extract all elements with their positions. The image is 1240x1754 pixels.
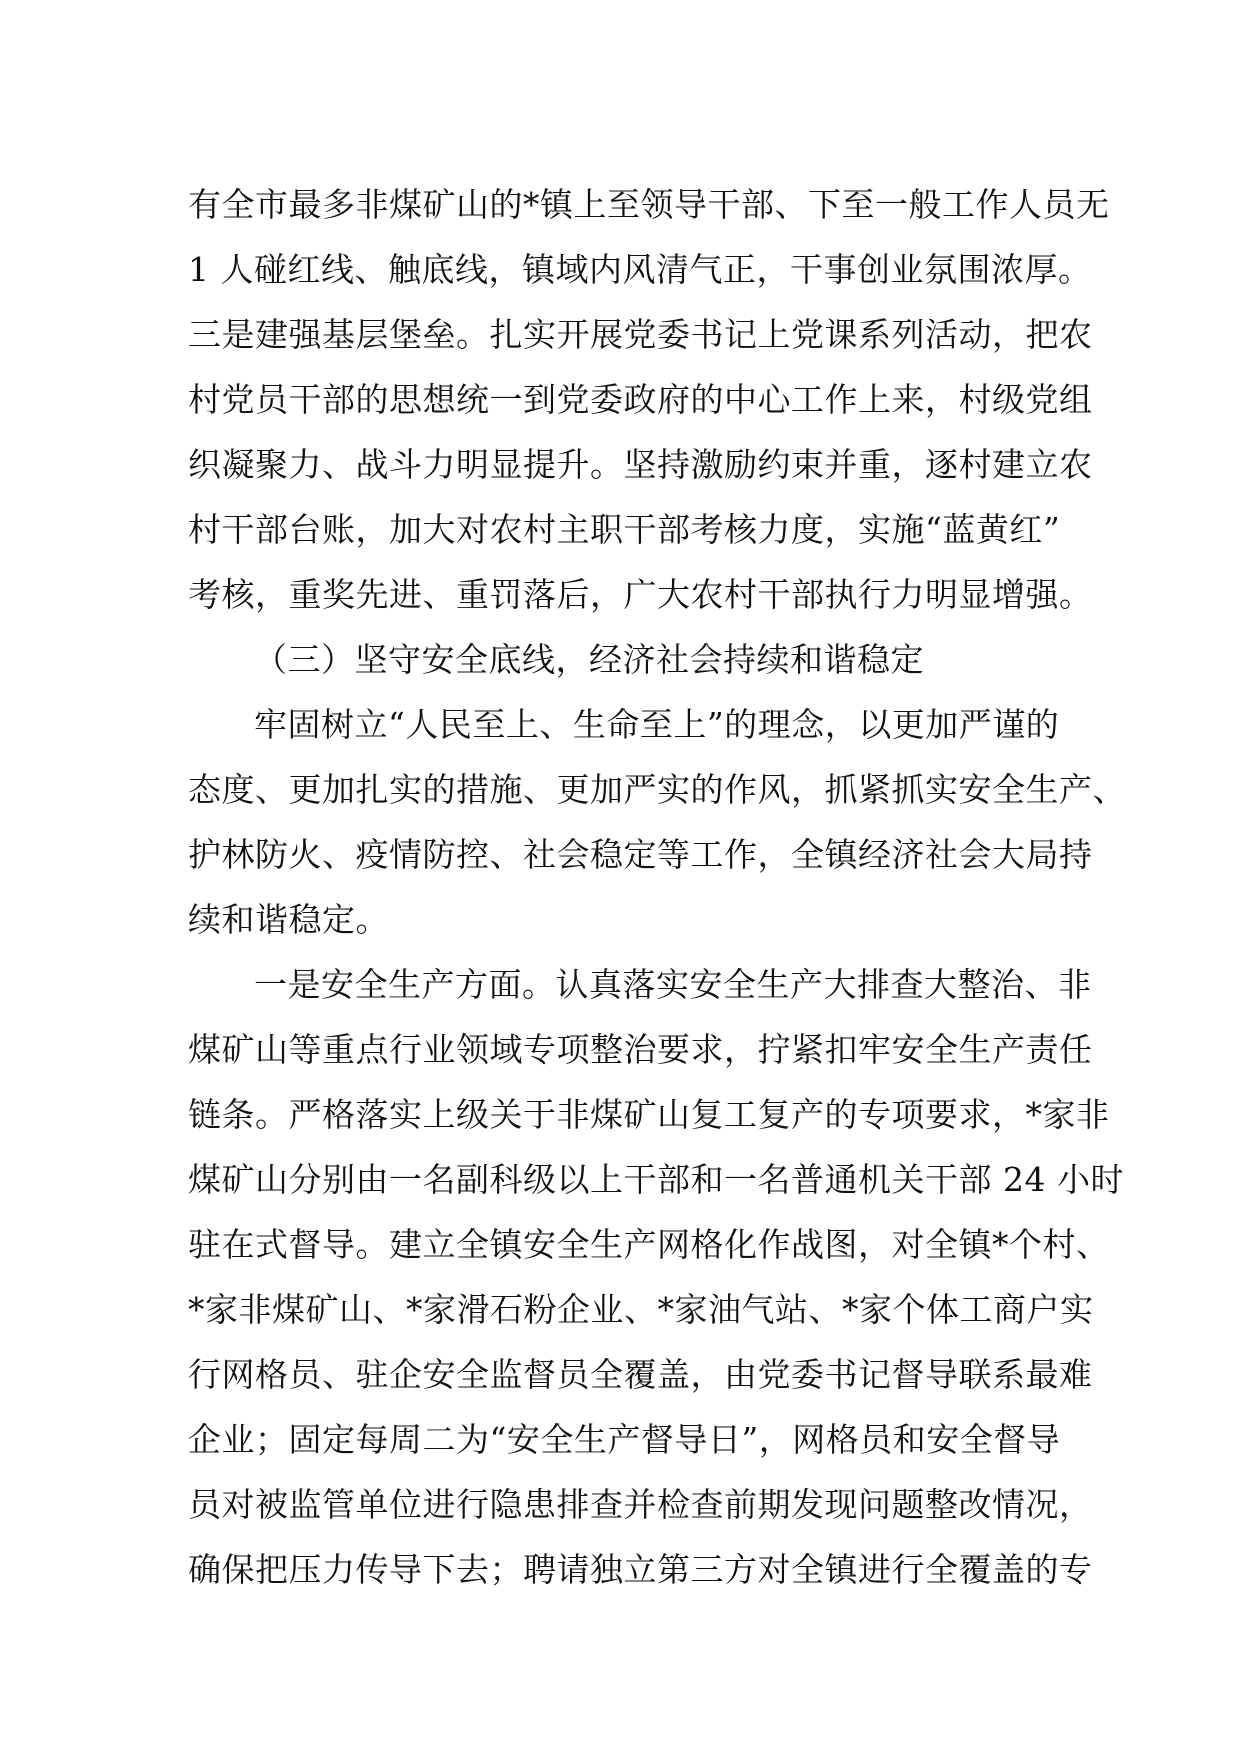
text-line: 1 人碰红线、触底线，镇域内风清气正，干事创业氛围浓厚。 (188, 250, 1092, 289)
text-line: 态度、更加扎实的措施、更加严实的作风，抓紧抓实安全生产、 (188, 770, 1126, 809)
text-line: 链条。严格落实上级关于非煤矿山复工复产的专项要求，*家非 (188, 1095, 1110, 1134)
text-line: 驻在式督导。建立全镇安全生产网格化作战图，对全镇*个村、 (188, 1225, 1110, 1264)
text-line: 村党员干部的思想统一到党委政府的中心工作上来，村级党组 (188, 380, 1093, 419)
text-line: 行网格员、驻企安全监督员全覆盖，由党委书记督导联系最难 (188, 1355, 1093, 1394)
text-line: 有全市最多非煤矿山的*镇上至领导干部、下至一般工作人员无 (188, 185, 1110, 224)
text-line: 织凝聚力、战斗力明显提升。坚持激励约束并重，逐村建立农 (188, 445, 1093, 484)
text-line: 护林防火、疫情防控、社会稳定等工作，全镇经济社会大局持 (188, 835, 1093, 874)
section-heading: （三）坚守安全底线，经济社会持续和谐稳定 (254, 640, 924, 679)
text-line: *家非煤矿山、*家滑石粉企业、*家油气站、*家个体工商户实 (188, 1290, 1094, 1329)
text-line: 村干部台账，加大对农村主职干部考核力度，实施“蓝黄红” (188, 510, 1061, 549)
text-line: 牢固树立“人民至上、生命至上”的理念，以更加严谨的 (254, 705, 1060, 744)
body-text (188, 172, 1126, 1602)
text-line: 企业；固定每周二为“安全生产督导日”，网格员和安全督导 (188, 1420, 1061, 1459)
text-line: 考核，重奖先进、重罚落后，广大农村干部执行力明显增强。 (188, 575, 1093, 614)
text-line: 煤矿山分别由一名副科级以上干部和一名普通机关干部 24 小时 (188, 1160, 1124, 1199)
text-line: 员对被监管单位进行隐患排查并检查前期发现问题整改情况， (188, 1485, 1093, 1524)
text-line: 煤矿山等重点行业领域专项整治要求，拧紧扣牢安全生产责任 (188, 1030, 1093, 1069)
text-line: 确保把压力传导下去；聘请独立第三方对全镇进行全覆盖的专 (188, 1550, 1093, 1589)
text-line: 一是安全生产方面。认真落实安全生产大排查大整治、非 (254, 965, 1092, 1004)
text-line: 三是建强基层堡垒。扎实开展党委书记上党课系列活动，把农 (188, 315, 1093, 354)
text-line: 续和谐稳定。 (188, 900, 389, 939)
